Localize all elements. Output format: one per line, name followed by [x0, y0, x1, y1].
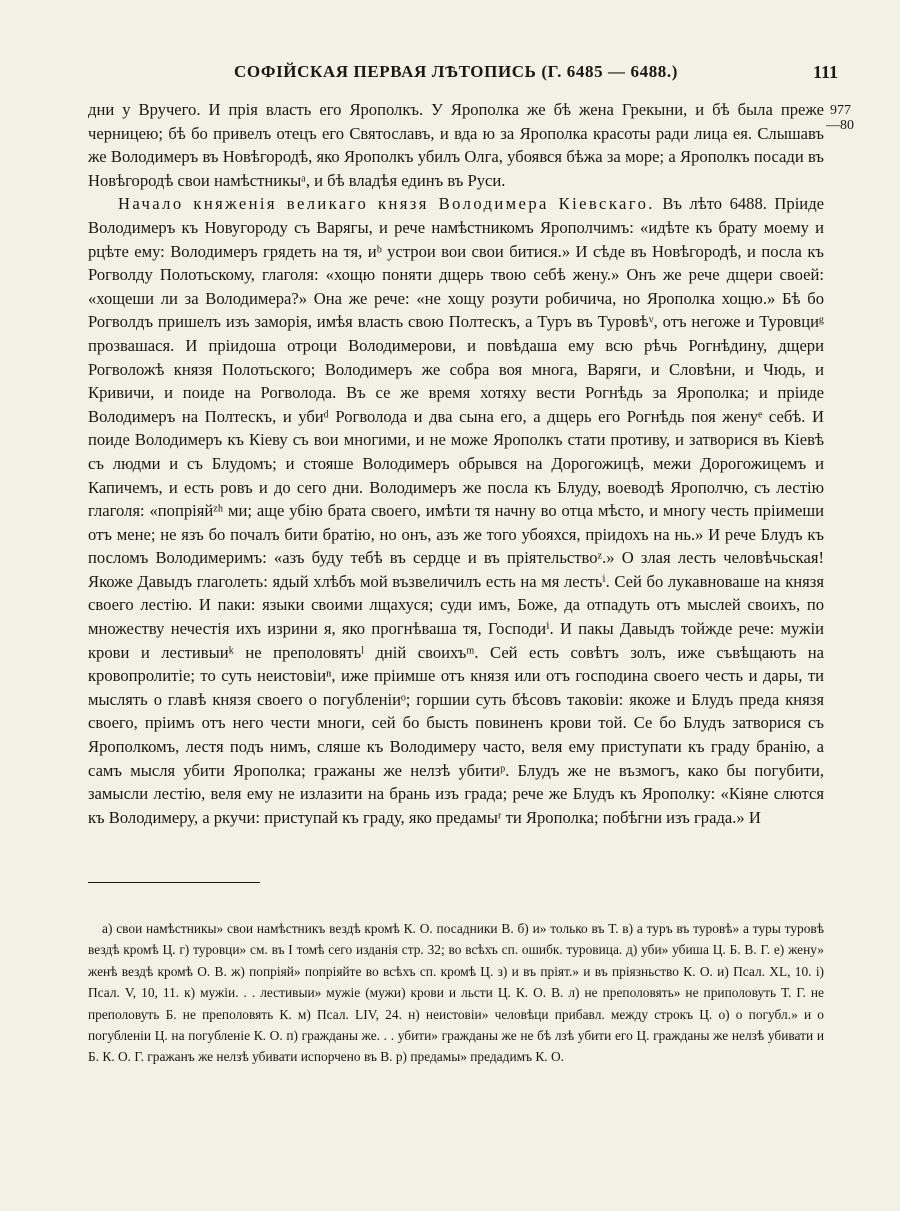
- footnotes: [88, 918, 824, 1068]
- margin-year: 977: [830, 103, 851, 118]
- paragraph-1: дни у Вручего. И прія власть его Ярополкъ. У Ярополка же бѣ жена Грекыни, и бѣ была преже черницею; бѣ бо привелъ отецъ его Святославъ, и вда ю за Ярополка красоты ради лица ея. Слышавъ же Володимеръ въ Новѣгородѣ, яко Ярополкъ убилъ Олга, убоявся бѣжа за море; а Ярополкъ посади въ Новѣгородѣ свои намѣстникыᵃ, и бѣ владѣя единъ въ Руси.: [88, 100, 824, 190]
- footnote-separator: [88, 882, 260, 883]
- paragraph-2: [88, 192, 824, 829]
- main-text: [88, 98, 824, 829]
- page-number: 111: [812, 62, 838, 82]
- footnotes-text: а) свои намѣстникы» свои намѣстникъ вездѣ кромѣ К. О. посадники В. б) и» только въ Т. в) а туръ въ туровѣ» а туры туровѣ вездѣ кромѣ Ц. г) туровци» см. въ I томѣ сего изданія стр. 32; во всѣхъ сп. ошибк. туровица. д) уби» убиша Ц. Б. В. Г. е) жену» женѣ вездѣ кромѣ О. В. ж) попріяй» попріяйте во всѣхъ сп. кромѣ Ц. з) и въ пріят.» и въ пріязньство К. О. и) Псал. XL, 10. і) Псал. V, 10, 11. к) мужіи. . . лестивыи» мужіе (мужи) крови и льсти Ц. К. О. В. л) не преполовять» не приполовуть Т. Г. не преполовуть Б. не преполовять К. м) Псал. LIV, 24. н) неистовіи» человѣци прибавл. между строкъ Ц. о) о погубл.» и о погубленіи Ц. на погубленіе К. О. п) гражданы же. . . убити» гражданы же не бѣ лзѣ убити его Ц. гражданы же нелзѣ убивати и Б. К. О. Г. гражанъ же нелзѣ убивати испорчено въ В. р) предамы» предадимъ К. О.: [88, 921, 824, 1065]
- running-header: СОФІЙСКАЯ ПЕРВАЯ ЛѢТОПИСЬ (Г. 6485 — 6488.): [233, 62, 679, 81]
- section-heading: Начало княженія великаго князя Володимера Кіевскаго.: [118, 194, 655, 214]
- paragraph-2-text: Въ лѣто 6488. Пріиде Володимеръ къ Новугороду съ Варягы, и рече намѣстникомъ Ярополчимъ: «идѣте къ брату моему и рцѣте ему: Володимеръ грядеть на тя, иᵇ устрои вои свои битися.» И сѣде въ Новѣгородѣ, и посла къ Рогволду Полотьскому, глаголя: «хощю поняти дщерь твою себѣ жену.» Онъ же рече дщери своей: «хощеши ли за Володимера?» Она же рече: «не хощу розути робичича, но Ярополка хощю.» Бѣ бо Рогволдъ пришелъ изъ заморія, имѣя власть свою Полтескъ, а Туръ въ Туровѣᵛ, отъ негоже и Туровциᵍ прозвашася. И пріидоша отроци Володимерови, и повѣдаша ему всю рѣчь Рогнѣдину, дщери Рогволожѣ князя Полотьского; Володимеръ же собра воя многа, Варяги, и Словѣни, и Чюдь, и Кривичи, и поиде на Рогволода. Въ се же время хотяху вести Рогнѣдь за Ярополка; и пріиде Володимеръ на Полтескъ, и убиᵈ Рогволода и два сына его, а дщерь его Рогнѣдь поя женуᵉ себѣ. И поиде Володимеръ къ Кіеву съ вои многими, и не може Ярополкъ стати противу, и затворися въ Кіевѣ съ людми и съ Блудомъ; и стояше Володимеръ обрывся на Дорогожицѣ, межи Дорогожицемъ и Капичемъ, и есть ровъ и до сего дни. Володимеръ же посла къ Блуду, воеводѣ Ярополчю, съ лестію глаголя: «попріяйᶻʰ ми; аще убію брата своего, имѣти тя начну во отца мѣсто, и многу честь пріимеши отъ мене; не язъ бо почалъ бити братію, но онъ, азъ же того убояхся, пріидохъ на нь.» И рече Блудъ къ посломъ Володимеримъ: «азъ буду тебѣ въ сердце и въ пріятельствоᶻ.» О злая лесть человѣчьская! Якоже Давыдъ глаголеть: ядый хлѣбъ мой възвеличилъ есть на мя лестьⁱ. Сей бо лукавноваше на князя своего лестію. И паки: языки своими лщахуся; суди имъ, Боже, да отпадуть отъ мыслей своихъ, по множеству нечестія ихъ изрини я, яко прогнѣваша тя, Господиⁱ. И пакы Давыдъ тойжде рече: мужіи крови и лестивыиᵏ не преполовятьˡ дній своихъᵐ. Сей есть совѣтъ золъ, иже съвѣщають на кровопролитіе; то суть неистовіиⁿ, иже пріимше отъ князя или отъ господина своего честь и дары, ти мыслять о главѣ князя своего о погубленіиᵒ; горшии суть бѣсовъ таковіи: якоже и Блудъ преда князя своего, пріимъ отъ него чести многи, сей бо бысть повиненъ крови той. Се бо Блудъ затворися съ Ярополкомъ, лестя подъ нимъ, сляше къ Володимеру часто, веля ему приступати къ граду бранію, а самъ мысля убити Ярополка; гражаны же нелзѣ убитиᵖ. Блудъ же не възмогъ, како бы погубити, замысли лестію, веля ему не излазити на брань изъ града; рече же Блудъ къ Ярополку: «Кіяне слются къ Володимеру, а ркучи: приступай къ граду, яко предамыʳ ти Ярополка; побѣгни изъ града.» И: [88, 194, 824, 827]
- margin-year-range: —80: [826, 118, 854, 133]
